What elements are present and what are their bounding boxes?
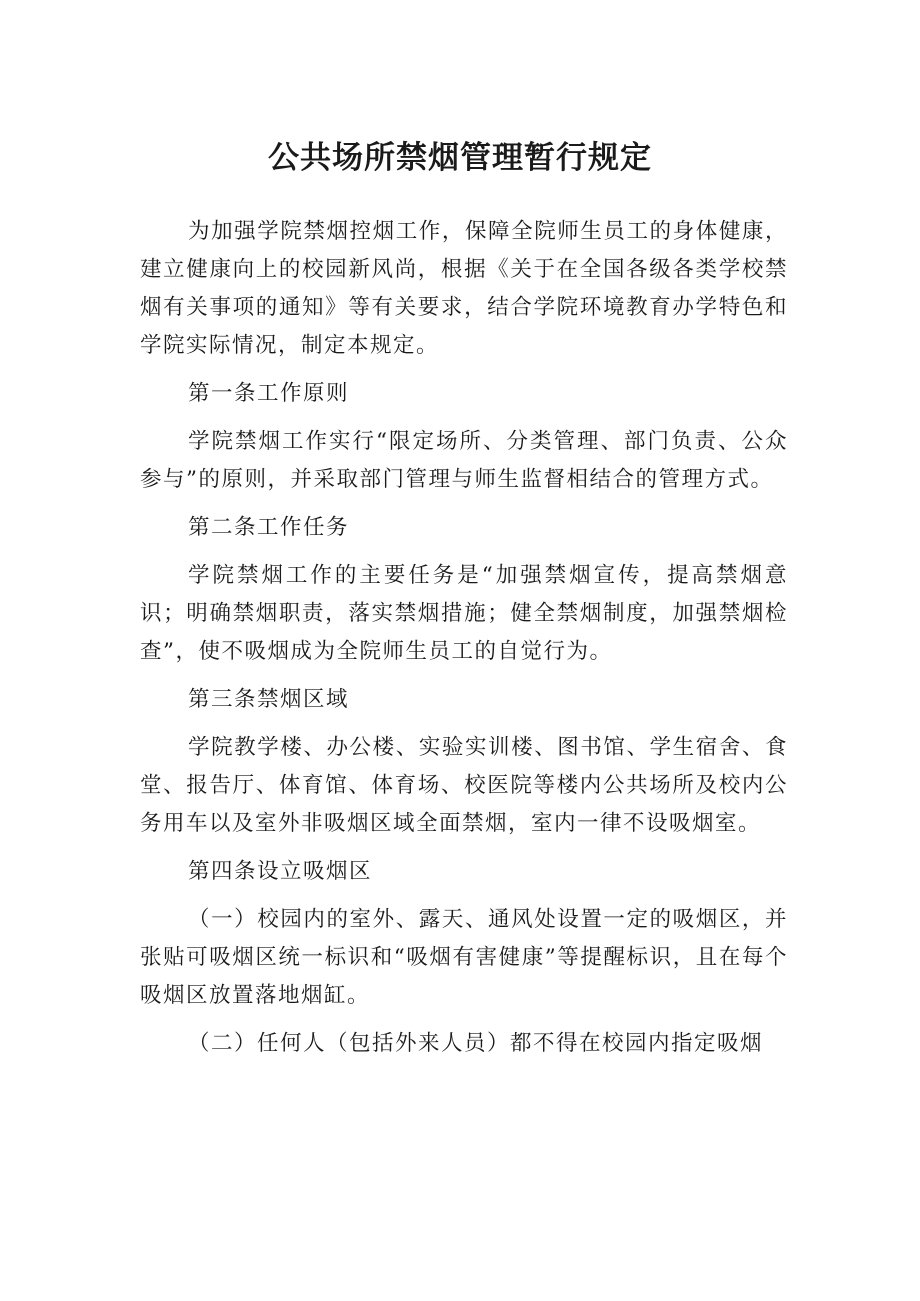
paragraph-preamble: 为加强学院禁烟控烟工作，保障全院师生员工的身体健康，建立健康向上的校园新风尚，根据《关于在全国各级各类学校禁烟有关事项的通知》等有关要求，结合学院环境教育办学特色和学院实际情况，制定本规定。 <box>140 219 788 358</box>
article-heading-2: 第二条工作任务 <box>188 515 350 540</box>
article-heading-1: 第一条工作原则 <box>188 381 350 406</box>
document-title: 公共场所禁烟管理暂行规定 <box>268 140 652 176</box>
article-4-item-1: （一）校园内的室外、露天、通风处设置一定的吸烟区，并张贴可吸烟区统一标识和“吸烟有害健康”等提醒标识，且在每个吸烟区放置落地烟缸。 <box>140 907 788 1008</box>
article-heading-3: 第三条禁烟区域 <box>188 687 350 712</box>
article-1-text: 学院禁烟工作实行“限定场所、分类管理、部门负责、公众参与”的原则，并采取部门管理与师生监督相结合的管理方式。 <box>140 429 788 492</box>
article-2-text: 学院禁烟工作的主要任务是“加强禁烟宣传，提高禁烟意识；明确禁烟职责，落实禁烟措施；健全禁烟制度，加强禁烟检查”，使不吸烟成为全院师生员工的自觉行为。 <box>140 563 788 664</box>
article-heading-4: 第四条设立吸烟区 <box>188 859 373 884</box>
article-4-item-2: （二）任何人（包括外来人员）都不得在校园内指定吸烟 <box>188 1031 764 1056</box>
document-body <box>140 213 788 1073</box>
article-3-text: 学院教学楼、办公楼、实验实训楼、图书馆、学生宿舍、食堂、报告厅、体育馆、体育场、校医院等楼内公共场所及校内公务用车以及室外非吸烟区域全面禁烟，室内一律不设吸烟室。 <box>140 735 788 836</box>
